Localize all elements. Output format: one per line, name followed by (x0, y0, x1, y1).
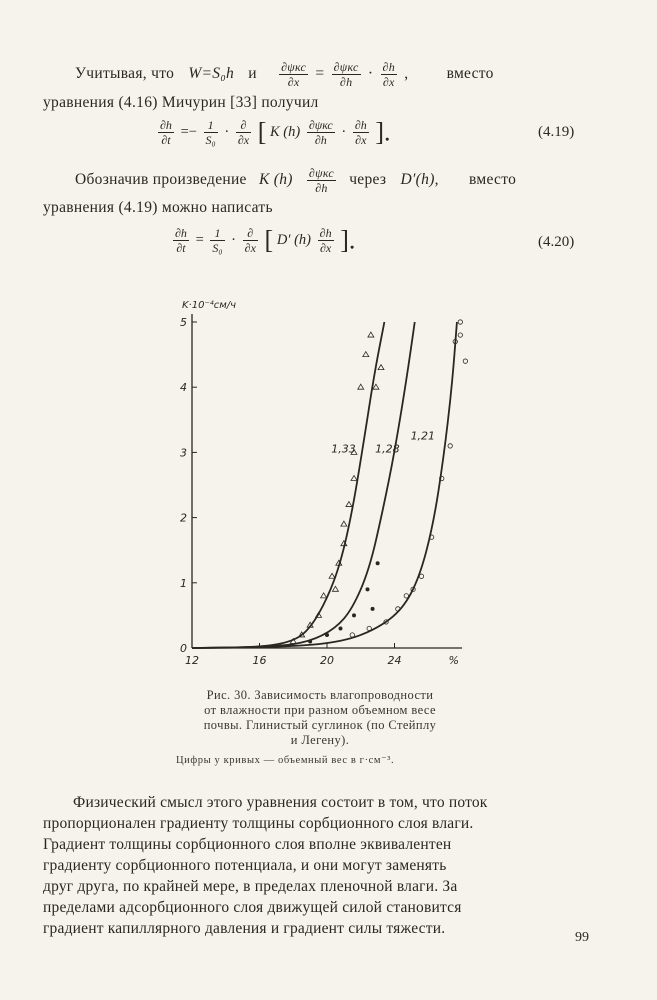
y-tick-label: 4 (180, 381, 187, 395)
x-tick-label: 24 (387, 654, 402, 667)
formula-w: W=S₀h (188, 65, 235, 83)
y-tick-label: 3 (180, 446, 187, 460)
equation-4-20 (170, 226, 355, 255)
equation-number: (4.19) (538, 124, 575, 140)
series-label: 1,21 (410, 429, 436, 443)
open-circle-point (458, 333, 462, 337)
equation-4-19 (155, 118, 391, 147)
fraction: $\frac{\text{∂ψкс}}{\partial h}$ (308, 118, 333, 147)
y-axis-label: K·10⁻⁴см/ч (182, 300, 237, 311)
body-line: Градиент толщины сорбционного слоя вполне эквивалентен (43, 836, 452, 853)
body-line: пропорционален градиенту толщины сорбционного слоя влаги. (43, 815, 474, 832)
open-circle-point (458, 320, 462, 324)
bracket-open: [ (257, 117, 267, 147)
filled-circle-point (339, 626, 343, 630)
equation-number: (4.20) (538, 234, 575, 250)
body-paragraph (43, 792, 623, 939)
body-line: друг друга, по крайней мере, в пределах пленочной влаги. За (43, 878, 458, 895)
caption-line: от влажности при разном объемном весе (204, 703, 436, 717)
dot-operator: · (224, 123, 230, 140)
open-circle-point (419, 574, 423, 578)
x-tick-label: 12 (185, 654, 199, 667)
y-tick-label: 2 (180, 511, 187, 525)
bracket-close: ]. (375, 117, 391, 147)
text-fragment: через (349, 171, 387, 189)
filled-circle-point (366, 587, 370, 591)
fraction: $\frac{\text{∂ψкс}}{\partial h}$ (333, 60, 359, 89)
text-line-2: уравнения (4.16) Мичурин [33] получил (43, 94, 319, 111)
fraction: $\frac{\partial h}{\partial x}$ (319, 226, 332, 255)
fraction: $\frac{\partial}{\partial x}$ (244, 226, 256, 255)
filled-circle-point (308, 639, 312, 643)
filled-circle-point (352, 613, 356, 617)
triangle-point (329, 573, 335, 578)
bracket-open: [ (264, 225, 274, 255)
fraction: $\frac{\partial h}{\partial x}$ (382, 60, 396, 89)
d-function: D′(h), (400, 171, 439, 189)
triangle-point (341, 521, 347, 526)
text-fragment: Учитывая, что (75, 65, 175, 83)
open-circle-point (367, 626, 371, 630)
triangle-point (321, 593, 327, 598)
triangle-point (368, 332, 374, 337)
axes (180, 299, 462, 667)
triangle-point (351, 475, 357, 480)
open-circle-point (404, 594, 408, 598)
fraction: $\frac{\partial h}{\partial t}$ (175, 226, 187, 255)
equals-sign: = (195, 231, 204, 248)
figure-caption (160, 688, 480, 748)
y-tick-label: 0 (180, 642, 187, 655)
fraction: $\frac{\partial h}{\partial t}$ (160, 118, 172, 147)
body-line: градиент капиллярного давления и градиент силы тяжести. (43, 920, 446, 937)
dot-operator: · (341, 123, 347, 140)
curves (192, 322, 457, 648)
chart-labels (331, 429, 435, 455)
filled-circle-point (371, 607, 375, 611)
equals-sign: = (315, 65, 325, 83)
fraction: $\frac{1}{\text{S₀}}$ (205, 118, 216, 147)
y-tick-label: 5 (180, 316, 187, 329)
y-tick-label: 1 (180, 576, 187, 590)
points (290, 320, 467, 644)
filled-circle-point (376, 561, 380, 565)
dot-operator: · (231, 231, 237, 248)
triangle-point (373, 384, 379, 389)
figure-note: Цифры у кривых — объемный вес в г·см⁻³. (176, 755, 395, 766)
text-fragment: вместо (469, 171, 517, 189)
triangle-point (346, 502, 352, 507)
fraction: $\frac{\text{∂ψкс}}{\partial x}$ (281, 60, 307, 89)
page-number: 99 (575, 930, 589, 945)
triangle-point (358, 384, 364, 389)
open-circle-point (448, 444, 452, 448)
text-line-3 (75, 166, 516, 195)
fraction: $\frac{\partial}{\partial x}$ (237, 118, 250, 147)
triangle-point (378, 365, 384, 370)
bracket-close: ]. (340, 225, 356, 255)
series-label: 1,33 (331, 442, 356, 456)
text-fragment: вместо (446, 65, 494, 83)
body-line: градиенту сорбционного потенциала, и они могут заменять (43, 857, 447, 874)
caption-line: и Легену). (290, 733, 350, 747)
equals-sign: =− (180, 123, 197, 140)
text-line-4: уравнения (4.19) можно написать (43, 199, 273, 216)
x-tick-label: 20 (320, 654, 334, 667)
filled-circle-point (325, 633, 329, 637)
caption-line: Рис. 30. Зависимость влагопроводности (206, 688, 434, 702)
dot-operator: · (367, 65, 374, 83)
series-curve-1,21 (192, 322, 457, 648)
series-curve-1,28 (192, 322, 415, 648)
k-function: K (h) (258, 171, 293, 189)
body-line: Физический смысл этого уравнения состоит в том, что поток (73, 794, 488, 811)
open-circle-point (350, 633, 354, 637)
series-label: 1,28 (375, 442, 400, 456)
fraction: $\frac{\partial h}{\partial x}$ (354, 118, 367, 147)
conductivity-chart (150, 290, 480, 680)
x-tick-label: 16 (252, 654, 267, 667)
text-line-1 (75, 60, 494, 89)
triangle-point (363, 352, 369, 357)
k-function: K (h) (270, 123, 301, 140)
caption-line: почвы. Глинистый суглинок (по Стейплу (203, 718, 437, 732)
d-function: D′ (h) (276, 231, 312, 248)
comma: , (404, 65, 409, 83)
x-axis-label: % (448, 654, 459, 667)
text-fragment: Обозначив произведение (75, 171, 247, 189)
fraction: $\frac{\text{∂ψкс}}{\partial h}$ (308, 166, 334, 195)
text-fragment: и (248, 65, 257, 83)
triangle-point (332, 586, 338, 591)
fraction: $\frac{1}{\text{S₀}}$ (212, 226, 223, 255)
open-circle-point (463, 359, 467, 363)
body-line: пределами адсорбционного слоя движущей силой становится (43, 899, 462, 916)
